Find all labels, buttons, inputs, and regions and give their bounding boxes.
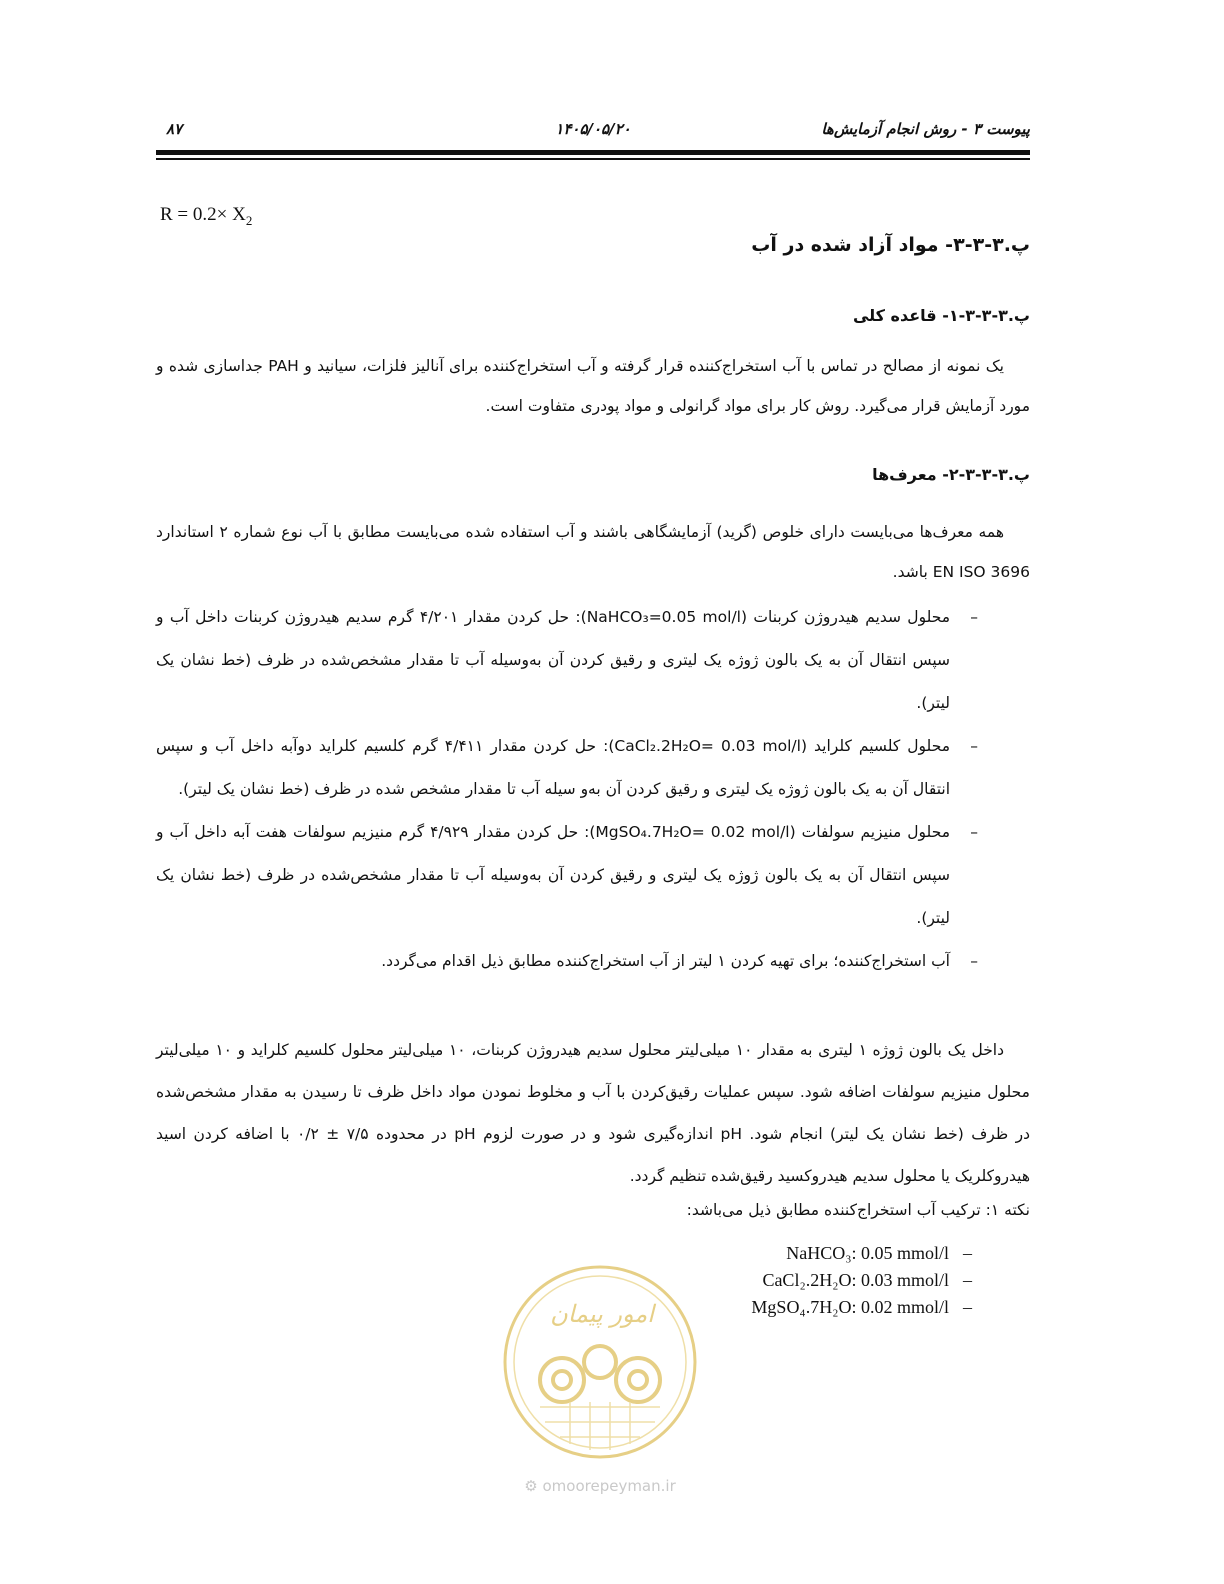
dash-bullet: –: [963, 1270, 972, 1290]
header-rule-thick: [156, 150, 1030, 155]
composition-list: [751, 1240, 972, 1321]
list-item: [156, 940, 1030, 983]
formula-subscript: 2: [245, 212, 253, 228]
formula-lhs: R = 0.2× X: [160, 204, 246, 225]
dash-bullet: –: [963, 1243, 972, 1263]
stamp-outer-ring: [505, 1267, 695, 1457]
formula-r: [160, 204, 252, 229]
page-header: [156, 116, 1030, 146]
reagent-list: [156, 596, 1030, 983]
dash-bullet: –: [970, 608, 978, 626]
composition-formula: NaHCO₃: 0.05 mmol/l: [786, 1243, 949, 1263]
page-number: ۸۷: [166, 120, 183, 138]
stamp-text: امور پیمان: [550, 1300, 654, 1328]
dash-bullet: –: [970, 737, 978, 755]
dash-bullet: –: [963, 1297, 972, 1317]
composition-formula: MgSO₄.7H₂O: 0.02 mmol/l: [751, 1297, 949, 1317]
list-item-text: محلول منیزیم سولفات (MgSO₄.7H₂O= 0.02 mol/l): حل کردن مقدار ۴/۹۲۹ گرم منیزیم سولفات هفت آبه داخل آب و سپس انتقال آن به یک بالون ژوژه یک لیتری و رقیق کردن آن به‌وسیله آب تا مقدار مشخص‌شده در ظرف (خط نشان یک لیتر).: [156, 823, 950, 927]
composition-formula: CaCl₂.2H₂O: 0.03 mmol/l: [762, 1270, 949, 1290]
composition-item: [751, 1240, 972, 1267]
general-paragraph: یک نمونه از مصالح در تماس با آب استخراج‌کننده قرار گرفته و آب استخراج‌کننده برای آنالیز فلزات، سیانید و PAH جداسازی شده و مورد آزمایش قرار می‌گیرد. روش کار برای مواد گرانولی و مواد پودری متفاوت است.: [156, 357, 1030, 415]
header-date: ۱۴۰۵/۰۵/۲۰: [555, 120, 631, 138]
reagents-intro: همه معرف‌ها می‌بایست دارای خلوص (گرید) آزمایشگاهی باشند و آب استفاده شده می‌بایست مطابق با آب نوع شماره ۲ استاندارد EN ISO 3696 باشد.: [156, 523, 1030, 581]
watermark-text: omoorepeyman.ir: [542, 1477, 676, 1495]
center-emblem-icon: [584, 1346, 616, 1378]
subsection-heading-reagents: پ.۳-۳-۳-۲- معرف‌ها: [872, 465, 1030, 484]
composition-item: [751, 1294, 972, 1321]
list-item: [156, 725, 1030, 811]
header-rule-thin: [156, 158, 1030, 160]
list-item: [156, 596, 1030, 725]
dash-bullet: –: [970, 823, 978, 841]
stamp-logo: [500, 1262, 700, 1462]
list-item-text: محلول سدیم هیدروژن کربنات (NaHCO₃=0.05 mol/l): حل کردن مقدار ۴/۲۰۱ گرم سدیم هیدروژن کربنات داخل آب و سپس انتقال آن به یک بالون ژوژه یک لیتری و رقیق کردن آن به‌وسیله آب تا مقدار مشخص‌شده در ظرف (خط نشان یک لیتر).: [156, 608, 951, 712]
grid-pattern-icon: [540, 1402, 660, 1450]
composition-item: [751, 1267, 972, 1294]
section-heading: پ.۳-۳-۳- مواد آزاد شده در آب: [751, 234, 1030, 256]
list-item-text: آب استخراج‌کننده؛ برای تهیه کردن ۱ لیتر از آب استخراج‌کننده مطابق ذیل اقدام می‌گردد.: [381, 952, 950, 970]
list-item-text: محلول کلسیم کلراید (CaCl₂.2H₂O= 0.03 mol/l): حل کردن مقدار ۴/۴۱۱ گرم کلسیم کلراید دوآبه داخل آب و سپس انتقال آن به یک بالون ژوژه یک لیتری و رقیق کردن آن به‌و سیله آب تا مقدار مشخص شده در ظرف (خط نشان یک لیتر).: [156, 737, 951, 798]
dash-bullet: –: [970, 952, 978, 970]
header-title: پیوست ۳ - روش انجام آزمایش‌ها: [821, 120, 1030, 138]
note-text: نکته ۱: ترکیب آب استخراج‌کننده مطابق ذیل می‌باشد:: [686, 1201, 1030, 1219]
procedure-paragraph: داخل یک بالون ژوژه ۱ لیتری به مقدار ۱۰ میلی‌لیتر محلول سدیم هیدروژن کربنات، ۱۰ میلی‌لیتر محلول کلسیم کلراید و ۱۰ میلی‌لیتر محلول منیزیم سولفات اضافه شود. سپس عملیات رقیق‌کردن با آب و مخلوط نمودن مواد داخل ظرف تا رسیدن به مقدار مشخص‌شده در ظرف (خط نشان یک لیتر) انجام شود. pH اندازه‌گیری شود و در صورت لزوم pH در محدوده ۷/۵ ± ۰/۲ با اضافه کردن اسید هیدروکلریک یا محلول سدیم هیدروکسید رقیق‌شده تنظیم گردد.: [156, 1041, 1030, 1185]
list-item: [156, 811, 1030, 940]
watermark-url: ⚙ omoorepeyman.ir: [524, 1477, 676, 1495]
subsection-heading-general: پ.۳-۳-۳-۱- قاعده کلی: [852, 306, 1030, 325]
